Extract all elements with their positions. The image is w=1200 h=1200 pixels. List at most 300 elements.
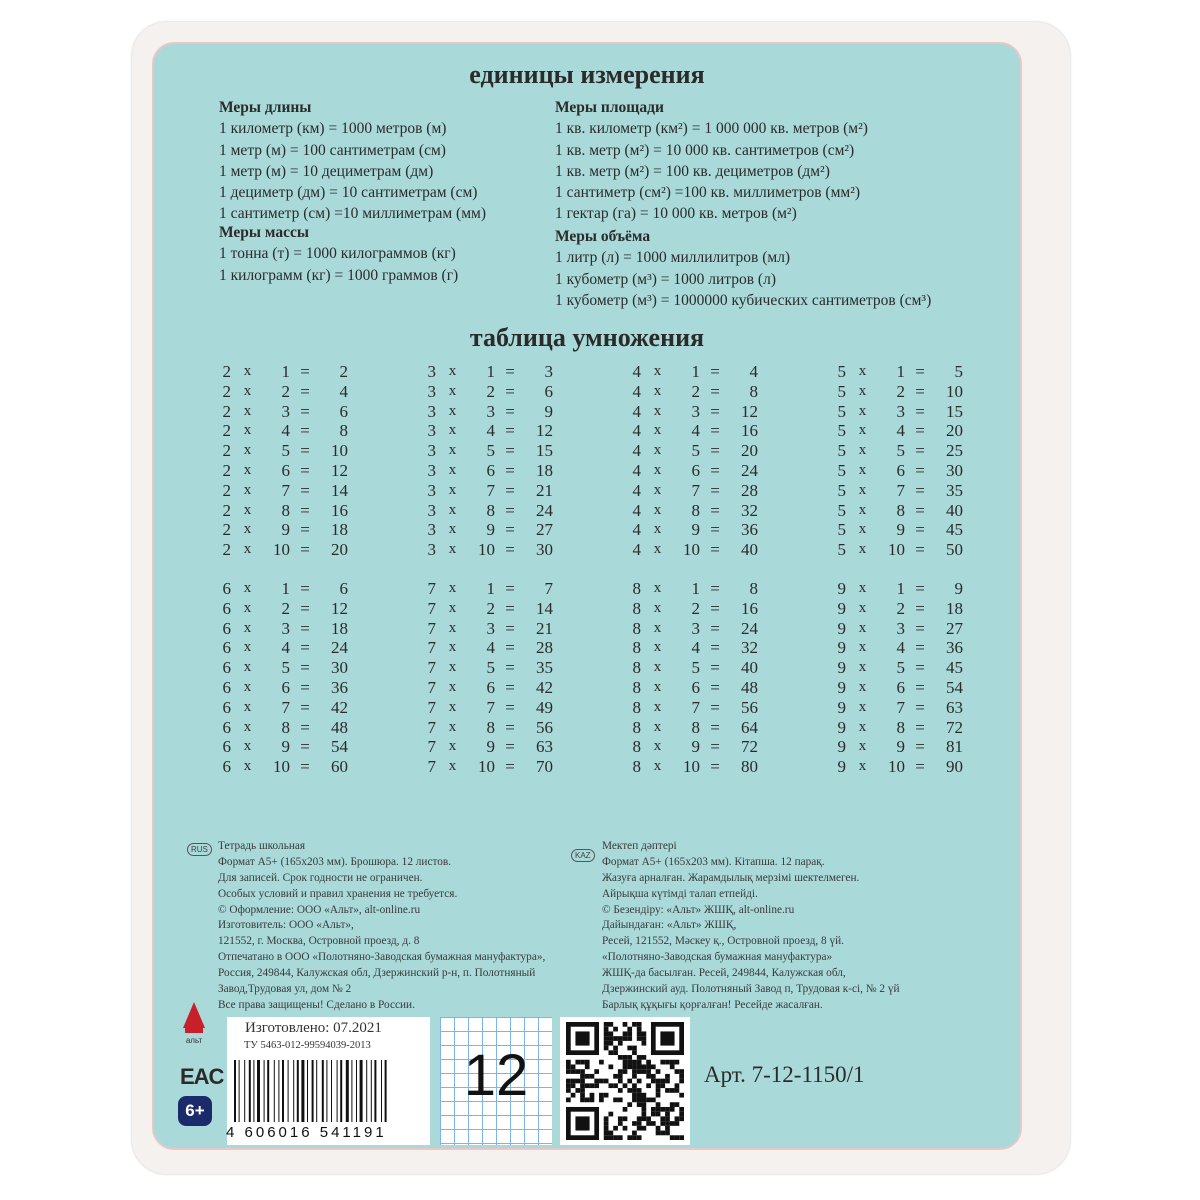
volume-line: 1 кубометр (м³) = 1000 литров (л) [555,270,776,288]
multiplier: 9 [486,737,495,757]
times-sign: x [448,580,457,596]
times-sign: x [243,758,252,775]
times-sign: x [448,521,457,538]
times-sign: x [448,718,457,735]
equals-sign: = [300,421,310,441]
times-sign: x [243,639,252,656]
multiplicand: 3 [427,480,436,500]
equals-sign: = [710,579,720,598]
product: 8 [339,421,348,441]
product: 54 [331,737,348,757]
eac-mark-icon: EAC [180,1064,224,1089]
times-sign: x [448,501,457,518]
table-row [217,757,367,777]
multiplicand: 5 [837,401,846,421]
times-sign: x [243,521,252,538]
legal-line: Завод,Трудовая ул, дом № 2 [218,983,352,996]
multiplicand: 6 [222,737,231,757]
table-of-7 [422,579,572,777]
table-row [217,579,367,599]
multiplier: 3 [691,618,700,638]
equals-sign: = [505,362,515,381]
multiplier: 5 [486,441,495,461]
legal-line: Тетрадь школьная [218,840,306,852]
equals-sign: = [300,579,310,598]
times-sign: x [653,678,662,695]
multiplicand: 3 [427,421,436,441]
times-sign: x [653,501,662,518]
product: 18 [331,618,348,638]
kaz-legal-text [602,839,900,1014]
volume-measures [555,226,931,311]
multiplier: 1 [281,362,290,381]
times-sign: x [243,382,252,399]
table-row [832,599,982,619]
multiplicand: 7 [427,717,436,737]
multiplier: 7 [281,480,290,500]
mass-measures [219,222,458,286]
multiplicand: 5 [837,500,846,520]
multiplier: 5 [691,658,700,678]
multiplier: 5 [896,658,905,678]
times-sign: x [858,659,867,676]
times-sign: x [448,541,457,558]
product: 12 [741,401,758,421]
legal-line: «Полотняно-Заводская бумажная мануфактура» [602,951,833,964]
multiplicand: 7 [427,618,436,638]
multiplier: 9 [281,737,290,757]
product: 16 [741,598,758,618]
product: 20 [331,540,348,560]
table-of-6 [217,579,367,777]
multiplier: 8 [691,500,700,520]
table-of-2 [217,362,367,560]
multiplicand: 4 [632,500,641,520]
multiplicand: 3 [427,540,436,560]
times-sign: x [858,363,867,379]
product: 15 [536,441,553,461]
multiplier: 7 [486,480,495,500]
multiplicand: 9 [837,618,846,638]
multiplicand: 4 [632,480,641,500]
multiplicand: 8 [632,677,641,697]
product: 42 [331,697,348,717]
product: 28 [741,480,758,500]
multiplier: 4 [486,421,495,441]
multiplier: 9 [896,737,905,757]
equals-sign: = [505,697,515,717]
multiplicand: 5 [837,441,846,461]
table-row [627,481,777,501]
table-row [627,441,777,461]
times-sign: x [448,481,457,498]
table-row [422,579,572,599]
equals-sign: = [505,540,515,560]
multiplier: 2 [281,598,290,618]
equals-sign: = [300,401,310,421]
multiplicand: 3 [427,441,436,461]
multiplier: 6 [691,677,700,697]
equals-sign: = [710,500,720,520]
area-line: 1 кв. метр (м²) = 100 кв. дециметров (дм²) [555,162,830,180]
product: 12 [331,598,348,618]
logo-text: альт [185,1036,203,1045]
table-row [422,441,572,461]
table-row [832,362,982,382]
multiplicand: 8 [632,717,641,737]
table-row [217,402,367,422]
length-line: 1 километр (км) = 1000 метров (м) [219,120,447,138]
equals-sign: = [505,677,515,697]
equals-sign: = [710,520,720,540]
table-row [627,501,777,521]
table-row [832,698,982,718]
times-sign: x [653,599,662,616]
times-sign: x [653,521,662,538]
times-sign: x [448,363,457,379]
product: 80 [741,757,758,777]
multiplier: 7 [896,697,905,717]
table-row [217,461,367,481]
product: 21 [536,480,553,500]
equals-sign: = [915,697,925,717]
legal-line: Мектеп дәптері [602,840,677,852]
equals-sign: = [710,737,720,757]
equals-sign: = [505,500,515,520]
qr-code-icon [566,1022,684,1140]
multiplier: 8 [896,717,905,737]
product: 5 [954,362,963,381]
times-sign: x [858,481,867,498]
product: 56 [536,717,553,737]
product: 18 [536,460,553,480]
multiplier: 8 [486,500,495,520]
multiplicand: 4 [632,362,641,381]
equals-sign: = [915,737,925,757]
times-sign: x [243,599,252,616]
legal-line: © Оформление: ООО «Альт», alt-online.ru [218,903,421,916]
product: 16 [741,421,758,441]
multiplier: 3 [281,618,290,638]
multiplier: 1 [486,362,495,381]
table-row [422,382,572,402]
multiplicand: 3 [427,401,436,421]
multiplicand: 9 [837,737,846,757]
equals-sign: = [710,480,720,500]
multiplier: 7 [281,697,290,717]
product: 30 [331,658,348,678]
multiplicand: 9 [837,677,846,697]
equals-sign: = [710,618,720,638]
multiplicand: 8 [632,598,641,618]
equals-sign: = [915,757,925,777]
legal-line: Формат А5+ (165x203 мм). Кітапша. 12 парақ. [602,855,825,868]
multiplicand: 4 [632,460,641,480]
multiplier: 1 [691,362,700,381]
table-row [627,362,777,382]
equals-sign: = [300,717,310,737]
times-sign: x [243,442,252,459]
product: 40 [946,500,963,520]
multiplier: 4 [896,421,905,441]
multiplicand: 2 [222,362,231,381]
table-row [627,382,777,402]
product: 16 [331,500,348,520]
table-row [832,520,982,540]
multiplier: 10 [273,757,290,777]
legal-line: Отпечатано в ООО «Полотняно-Заводская бумажная мануфактура», [218,951,546,964]
equals-sign: = [915,500,925,520]
multiplicand: 6 [222,638,231,658]
multiplicand: 9 [837,757,846,777]
product: 24 [741,618,758,638]
multiplicand: 8 [632,579,641,598]
table-row [832,421,982,441]
multiplier: 7 [691,480,700,500]
product: 9 [544,401,553,421]
table-row [217,441,367,461]
equals-sign: = [300,362,310,381]
times-sign: x [858,402,867,419]
equals-sign: = [300,757,310,777]
multiplicand: 2 [222,520,231,540]
multiplier: 3 [896,401,905,421]
equals-sign: = [710,638,720,658]
area-measures [555,97,868,225]
multiplier: 9 [486,520,495,540]
table-row [217,520,367,540]
equals-sign: = [710,677,720,697]
product: 50 [946,540,963,560]
multiplier: 2 [281,381,290,401]
times-sign: x [653,639,662,656]
table-row [217,501,367,521]
times-sign: x [448,698,457,715]
table-row [422,599,572,619]
equals-sign: = [505,381,515,401]
table-row [217,619,367,639]
multiplicand: 2 [222,401,231,421]
times-sign: x [653,363,662,379]
multiplier: 2 [896,381,905,401]
multiplier: 8 [281,717,290,737]
multiplier: 4 [691,638,700,658]
article-number: Арт. 7-12-1150/1 [704,1062,865,1087]
multiplicand: 8 [632,697,641,717]
product: 20 [741,441,758,461]
equals-sign: = [505,520,515,540]
product: 63 [536,737,553,757]
times-sign: x [448,738,457,755]
equals-sign: = [915,401,925,421]
times-sign: x [653,382,662,399]
multiplicand: 6 [222,579,231,598]
equals-sign: = [505,618,515,638]
product: 3 [544,362,553,381]
times-sign: x [243,481,252,498]
product: 40 [741,658,758,678]
length-measures [219,97,486,225]
multiplicand: 6 [222,658,231,678]
product: 30 [946,460,963,480]
multiplier: 4 [281,638,290,658]
multiplier: 4 [896,638,905,658]
equals-sign: = [710,697,720,717]
table-of-5 [832,362,982,560]
equals-sign: = [710,441,720,461]
multiplicand: 9 [837,579,846,598]
equals-sign: = [710,598,720,618]
multiplier: 5 [896,441,905,461]
equals-sign: = [300,460,310,480]
table-row [217,718,367,738]
product: 45 [946,520,963,540]
product: 35 [946,480,963,500]
product: 25 [946,441,963,461]
multiplicand: 3 [427,460,436,480]
table-row [422,718,572,738]
age-rating-badge: 6+ [178,1096,212,1126]
equals-sign: = [505,737,515,757]
table-row [627,698,777,718]
table-row [217,540,367,560]
area-line: 1 кв. километр (км²) = 1 000 000 кв. метров (м²) [555,120,868,138]
times-sign: x [243,363,252,379]
table-row [217,421,367,441]
legal-line: Ресей, 121552, Мәскеу қ., Островной проезд, 8 үй. [602,935,844,948]
equals-sign: = [915,638,925,658]
multiplier: 7 [486,697,495,717]
multiplier: 3 [896,618,905,638]
multiplicand: 5 [837,520,846,540]
multiplier: 8 [691,717,700,737]
multiplicand: 5 [837,421,846,441]
table-row [832,540,982,560]
legal-line: Формат А5+ (165x203 мм). Брошюра. 12 листов. [218,855,452,868]
multiplier: 6 [486,460,495,480]
times-sign: x [243,738,252,755]
product: 48 [741,677,758,697]
table-row [422,678,572,698]
table-of-4 [627,362,777,560]
multiplicand: 9 [837,598,846,618]
times-sign: x [653,541,662,558]
multiplicand: 7 [427,579,436,598]
times-sign: x [448,758,457,775]
times-sign: x [858,461,867,478]
product: 28 [536,638,553,658]
multiplicand: 6 [222,757,231,777]
table-row [627,520,777,540]
table-row [627,737,777,757]
equals-sign: = [505,717,515,737]
equals-sign: = [710,658,720,678]
multiplication-title: таблица умножения [469,323,705,352]
table-row [627,757,777,777]
equals-sign: = [915,540,925,560]
table-row [217,599,367,619]
multiplier: 6 [281,677,290,697]
multiplier: 10 [478,540,495,560]
times-sign: x [448,619,457,636]
table-row [627,599,777,619]
equals-sign: = [915,520,925,540]
times-sign: x [243,541,252,558]
mass-line: 1 тонна (т) = 1000 килограммов (кг) [219,245,456,263]
times-sign: x [653,461,662,478]
legal-line: © Безендіру: «Альт» ЖШҚ, alt-online.ru [602,903,795,916]
table-row [832,638,982,658]
times-sign: x [858,599,867,616]
equals-sign: = [710,460,720,480]
length-line: 1 метр (м) = 100 сантиметрам (см) [219,141,446,159]
table-row [627,421,777,441]
equals-sign: = [710,381,720,401]
multiplier: 10 [478,757,495,777]
times-sign: x [858,639,867,656]
product: 81 [946,737,963,757]
multiplicand: 4 [632,540,641,560]
table-row [217,698,367,718]
product: 70 [536,757,553,777]
times-sign: x [653,659,662,676]
times-sign: x [858,758,867,775]
product: 12 [536,421,553,441]
multiplicand: 9 [837,697,846,717]
times-sign: x [858,422,867,439]
product: 72 [741,737,758,757]
legal-line: Барлық құқығы қорғалған! Ресейде жасалған. [602,998,823,1011]
table-row [217,382,367,402]
multiplier: 1 [281,579,290,598]
table-row [422,540,572,560]
multiplicand: 8 [632,618,641,638]
times-sign: x [448,461,457,478]
length-heading: Меры длины [219,99,312,116]
multiplicand: 2 [222,421,231,441]
volume-line: 1 кубометр (м³) = 1000000 кубических сантиметров (см³) [555,291,932,309]
times-sign: x [448,442,457,459]
multiplicand: 4 [632,381,641,401]
table-row [422,658,572,678]
multiplier: 4 [486,638,495,658]
equals-sign: = [710,717,720,737]
product: 30 [536,540,553,560]
multiplicand: 8 [632,658,641,678]
times-sign: x [858,580,867,596]
table-row [217,481,367,501]
multiplicand: 7 [427,598,436,618]
times-sign: x [243,678,252,695]
multiplicand: 6 [222,717,231,737]
alt-logo-icon [180,1000,208,1046]
product: 6 [544,381,553,401]
equals-sign: = [710,757,720,777]
product: 15 [946,401,963,421]
multiplier: 3 [281,401,290,421]
table-row [422,737,572,757]
legal-line: Дзержинский ауд. Полотняный Завод п, Трудовая к-сі, № 2 үй [602,983,900,996]
times-sign: x [858,382,867,399]
table-row [422,362,572,382]
multiplier: 2 [486,598,495,618]
multiplier: 7 [896,480,905,500]
legal-line: Жазуға арналған. Жарамдылық мерзімі шектелмеген. [602,871,860,884]
area-line: 1 гектар (га) = 10 000 кв. метров (м²) [555,205,797,223]
multiplier: 5 [486,658,495,678]
multiplier: 6 [896,460,905,480]
multiplier: 2 [691,598,700,618]
